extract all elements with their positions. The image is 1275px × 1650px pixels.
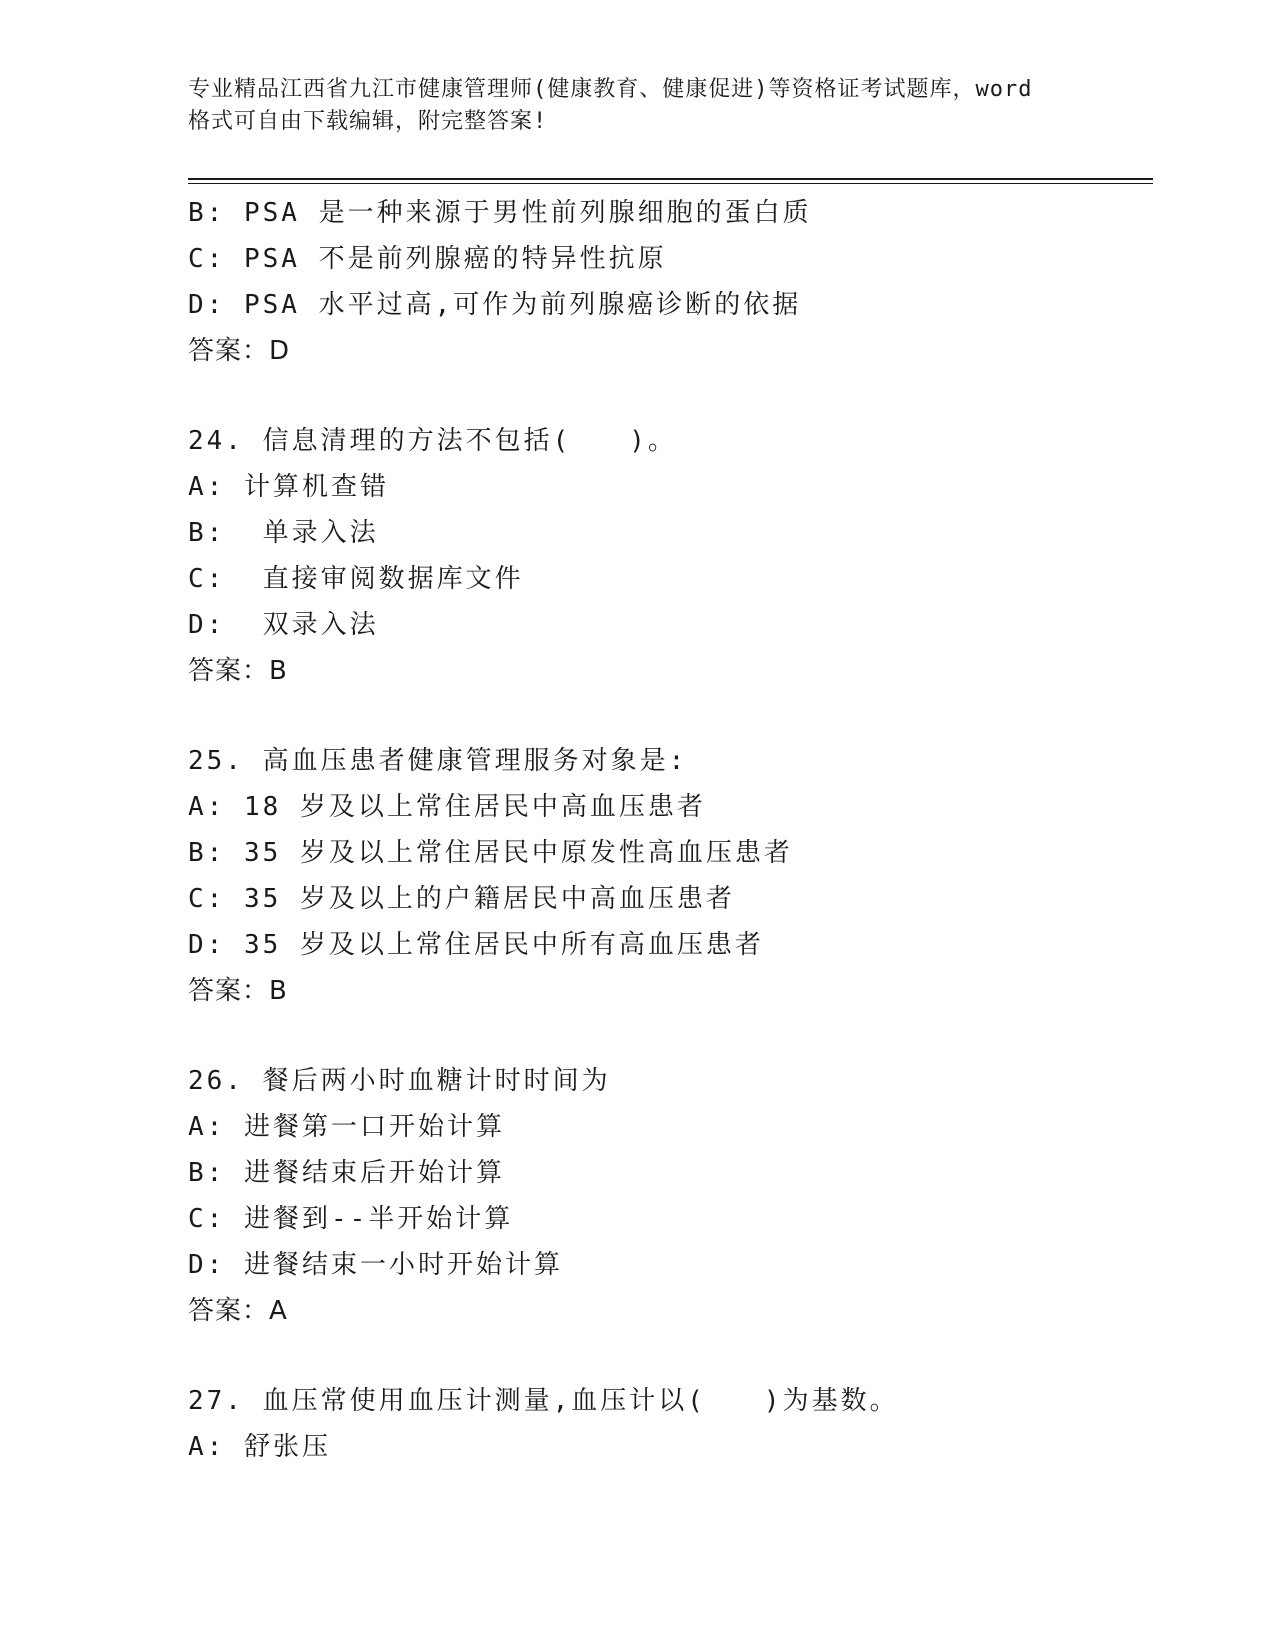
question-25: [188, 738, 1153, 1014]
question-stem: 26. 餐后两小时血糖计时时间为: [188, 1066, 611, 1096]
option-a: A: 舒张压: [188, 1432, 331, 1462]
question-stem: 25. 高血压患者健康管理服务对象是:: [188, 746, 688, 776]
option-b: B: 单录入法: [188, 518, 379, 548]
answer-line: 答案：B: [188, 656, 288, 686]
question-stem: 27. 血压常使用血压计测量,血压计以( )为基数。: [188, 1386, 899, 1416]
question-list: [188, 190, 1153, 1470]
spacer: [188, 1334, 1153, 1378]
option-c: C: 35 岁及以上的户籍居民中高血压患者: [188, 884, 735, 914]
header-divider-thick: [188, 178, 1153, 180]
option-c: C: 直接审阅数据库文件: [188, 564, 524, 594]
header-line-1: 专业精品江西省九江市健康管理师(健康教育、健康促进)等资格证考试题库，word: [188, 77, 1033, 102]
question-27: [188, 1378, 1153, 1470]
document-header: [188, 74, 1088, 138]
option-c: C: PSA 不是前列腺癌的特异性抗原: [188, 244, 667, 274]
option-c: C: 进餐到--半开始计算: [188, 1204, 514, 1234]
spacer: [188, 1014, 1153, 1058]
option-b: B: 35 岁及以上常住居民中原发性高血压患者: [188, 838, 793, 868]
option-d: D: 进餐结束一小时开始计算: [188, 1250, 563, 1280]
option-a: A: 18 岁及以上常住居民中高血压患者: [188, 792, 706, 822]
option-d: D: 35 岁及以上常住居民中所有高血压患者: [188, 930, 764, 960]
question-23-continued: [188, 190, 1153, 374]
answer-line: 答案：D: [188, 336, 291, 366]
option-d: D: 双录入法: [188, 610, 379, 640]
option-a: A: 进餐第一口开始计算: [188, 1112, 505, 1142]
option-b: B: 进餐结束后开始计算: [188, 1158, 505, 1188]
spacer: [188, 374, 1153, 418]
header-divider-thin: [188, 183, 1153, 184]
header-line-2: 格式可自由下载编辑，附完整答案!: [188, 109, 548, 134]
question-stem: 24. 信息清理的方法不包括( )。: [188, 426, 677, 456]
answer-line: 答案：A: [188, 1296, 288, 1326]
question-26: [188, 1058, 1153, 1334]
option-d: D: PSA 水平过高,可作为前列腺癌诊断的依据: [188, 290, 802, 320]
spacer: [188, 694, 1153, 738]
option-a: A: 计算机查错: [188, 472, 389, 502]
question-24: [188, 418, 1153, 694]
option-b: B: PSA 是一种来源于男性前列腺细胞的蛋白质: [188, 198, 812, 228]
answer-line: 答案：B: [188, 976, 288, 1006]
